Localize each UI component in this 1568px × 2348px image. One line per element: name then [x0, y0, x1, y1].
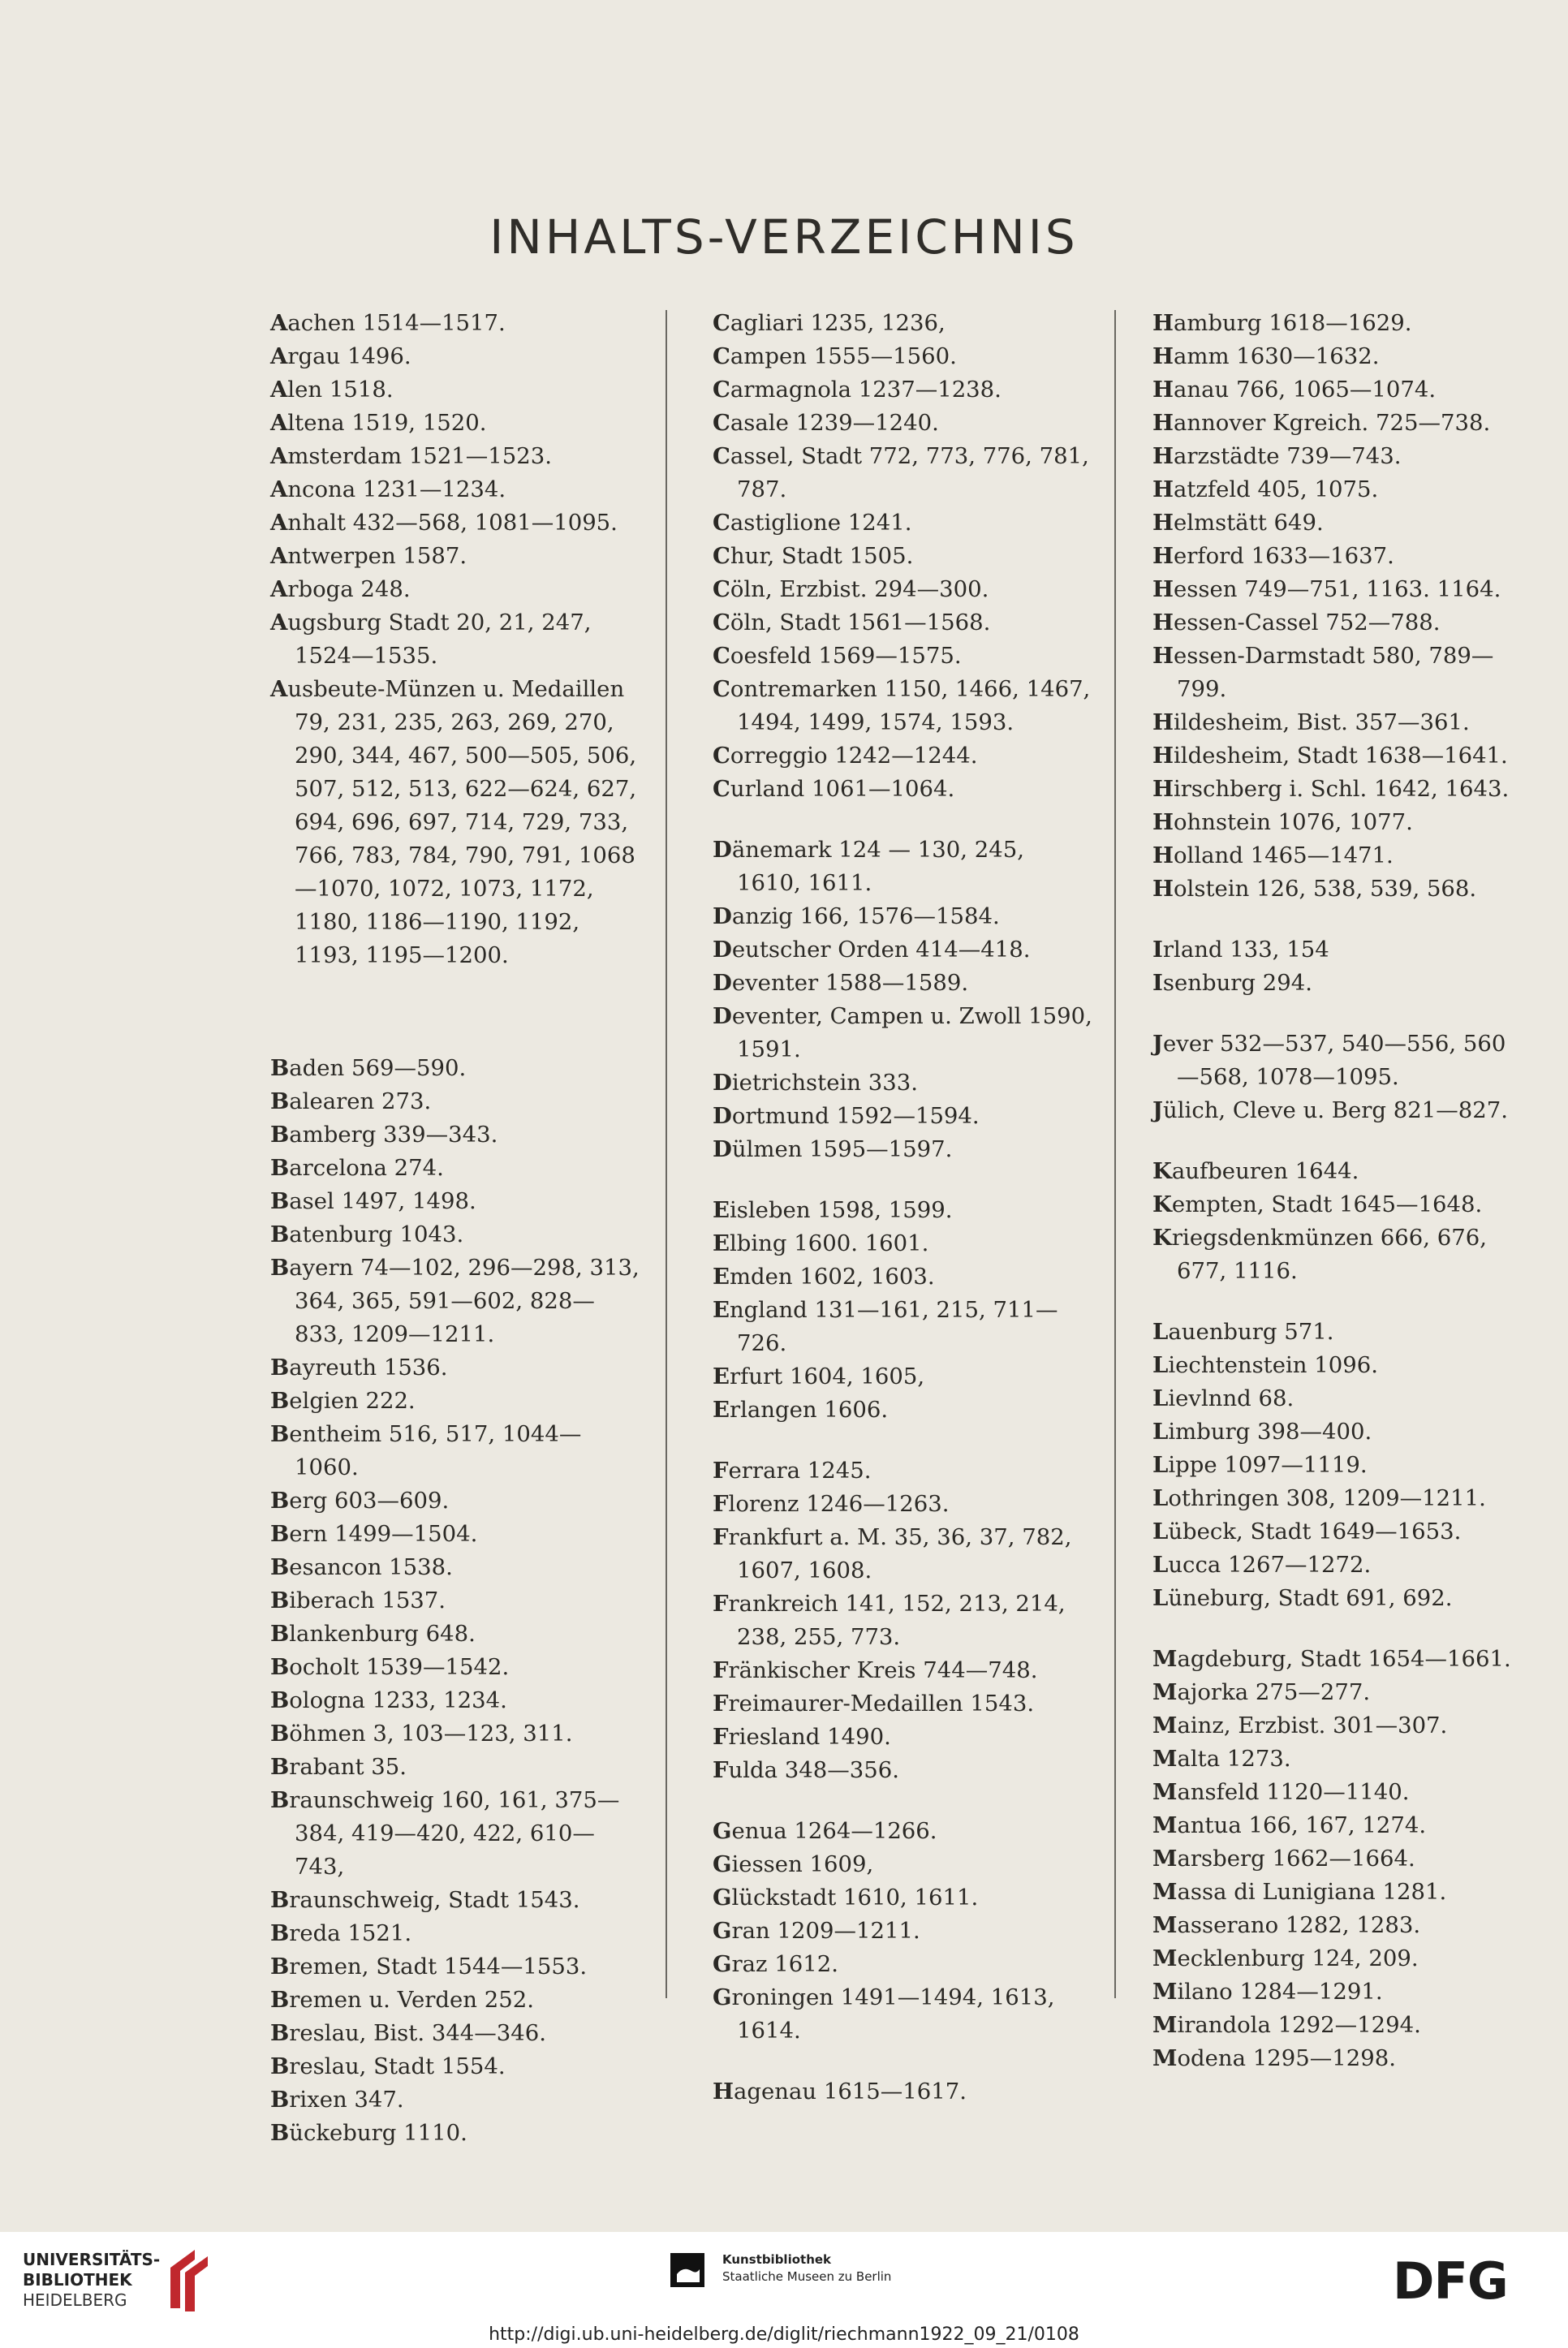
- index-entry: Argau 1496.: [270, 343, 411, 369]
- index-entry: Besancon 1538.: [270, 1554, 453, 1580]
- viewer-footer: [0, 2232, 1568, 2348]
- index-entry: Braunschweig, Stadt 1543.: [270, 1887, 580, 1913]
- index-entry: Isenburg 294.: [1152, 970, 1313, 996]
- index-entry: Böhmen 3, 103—123, 311.: [270, 1721, 573, 1747]
- index-entry: Aachen 1514—1517.: [270, 310, 506, 336]
- index-entry: Basel 1497, 1498.: [270, 1188, 476, 1214]
- index-entry: Hamm 1630—1632.: [1152, 343, 1380, 369]
- index-entry: Curland 1061—1064.: [713, 776, 955, 802]
- index-entry: Dortmund 1592—1594.: [713, 1103, 980, 1129]
- index-entry: Freimaurer-Medaillen 1543.: [713, 1691, 1035, 1717]
- index-entry: Cassel, Stadt 772, 773, 776, 781, 787.: [713, 443, 1089, 502]
- index-entry: Liechtenstein 1096.: [1152, 1352, 1378, 1378]
- index-entry: Giessen 1609,: [713, 1851, 874, 1877]
- index-entry: Dülmen 1595—1597.: [713, 1136, 953, 1162]
- index-entry: Amsterdam 1521—1523.: [270, 443, 553, 469]
- index-entry: Mansfeld 1120—1140.: [1152, 1779, 1410, 1805]
- index-entry: Blankenburg 648.: [270, 1621, 476, 1647]
- index-entry: Hessen-Darmstadt 580, 789—799.: [1152, 643, 1494, 702]
- index-entry: Bamberg 339—343.: [270, 1122, 498, 1148]
- index-entry: Friesland 1490.: [713, 1724, 891, 1750]
- index-entry: Graz 1612.: [713, 1951, 838, 1977]
- index-entry: Chur, Stadt 1505.: [713, 543, 914, 569]
- index-entry: Holland 1465—1471.: [1152, 842, 1394, 868]
- index-entry: Irland 133, 154: [1152, 937, 1329, 963]
- index-entry: Herford 1633—1637.: [1152, 543, 1394, 569]
- index-entry: Emden 1602, 1603.: [713, 1264, 935, 1290]
- index-entry: Bückeburg 1110.: [270, 2120, 467, 2146]
- dfg-logo: DFG: [1393, 2251, 1508, 2311]
- index-entry: Hildesheim, Bist. 357—361.: [1152, 709, 1470, 735]
- index-entry: Glückstadt 1610, 1611.: [713, 1885, 979, 1911]
- index-entry: Hessen-Cassel 752—788.: [1152, 610, 1441, 635]
- index-entry: Hessen 749—751, 1163. 1164.: [1152, 576, 1501, 602]
- index-entry: Altena 1519, 1520.: [270, 410, 487, 436]
- index-entry: Magdeburg, Stadt 1654—1661.: [1152, 1646, 1511, 1672]
- index-entry: Kempten, Stadt 1645—1648.: [1152, 1191, 1483, 1217]
- index-entry: Campen 1555—1560.: [713, 343, 957, 369]
- index-entry: Lübeck, Stadt 1649—1653.: [1152, 1519, 1462, 1545]
- index-entry: Breslau, Stadt 1554.: [270, 2053, 506, 2079]
- column-divider: [666, 310, 667, 1998]
- index-entry: Dänemark 124 — 130, 245, 1610, 1611.: [713, 837, 1024, 896]
- index-entry: Antwerpen 1587.: [270, 543, 467, 569]
- index-entry: Erlangen 1606.: [713, 1397, 889, 1423]
- index-entry: Brixen 347.: [270, 2087, 404, 2113]
- library-logo-icon: [162, 2243, 216, 2316]
- kb-title: Kunstbibliothek: [722, 2252, 832, 2267]
- index-entry: Genua 1264—1266.: [713, 1818, 937, 1844]
- index-entry: Ausbeute-Münzen u. Medaillen 79, 231, 235, 263, 269, 270, 290, 344, 467, 500—505, 506, 507, 512, 513, 622—624, 627, 694, 696, 697, 714, 729, 733, 766, 783, 784, 790, 791, 1068—1070, 1072, 1073, 1172, 1180, 1186—1190, 1192, 1193, 1195—1200.: [270, 676, 637, 968]
- index-entry: Berg 603—609.: [270, 1488, 450, 1514]
- index-entry: Limburg 398—400.: [1152, 1419, 1372, 1445]
- index-entry: Baden 569—590.: [270, 1055, 467, 1081]
- index-entry: Cöln, Erzbist. 294—300.: [713, 576, 989, 602]
- index-entry: Mainz, Erzbist. 301—307.: [1152, 1713, 1448, 1738]
- index-entry: Breslau, Bist. 344—346.: [270, 2020, 547, 2046]
- library-logo-text: [23, 2250, 160, 2311]
- index-column-1: [270, 307, 644, 2150]
- index-entry: Cöln, Stadt 1561—1568.: [713, 610, 991, 635]
- index-entry: Marsberg 1662—1664.: [1152, 1846, 1415, 1872]
- index-entry: Alen 1518.: [270, 377, 394, 403]
- index-entry: Mantua 166, 167, 1274.: [1152, 1812, 1427, 1838]
- library-name-line: BIBLIOTHEK: [23, 2270, 132, 2290]
- index-entry: Harzstädte 739—743.: [1152, 443, 1402, 469]
- index-entry: Castiglione 1241.: [713, 510, 912, 536]
- index-entry: Fulda 348—356.: [713, 1757, 899, 1783]
- index-entry: Belgien 222.: [270, 1388, 416, 1414]
- index-entry: Majorka 275—277.: [1152, 1679, 1371, 1705]
- kb-subtitle: Staatliche Museen zu Berlin: [722, 2269, 892, 2284]
- column-divider: [1114, 310, 1116, 1998]
- index-entry: Jülich, Cleve u. Berg 821—827.: [1152, 1097, 1508, 1123]
- index-entry: Bremen u. Verden 252.: [270, 1987, 534, 2013]
- library-name-line: UNIVERSITÄTS-: [23, 2250, 161, 2269]
- index-entry: Florenz 1246—1263.: [713, 1491, 950, 1517]
- index-entry: Anhalt 432—568, 1081—1095.: [270, 510, 618, 536]
- index-entry: Malta 1273.: [1152, 1746, 1291, 1772]
- index-entry: Lippe 1097—1119.: [1152, 1452, 1368, 1478]
- index-entry: Mirandola 1292—1294.: [1152, 2012, 1421, 2038]
- index-entry: Elbing 1600. 1601.: [713, 1230, 929, 1256]
- index-entry: Bern 1499—1504.: [270, 1521, 478, 1547]
- index-entry: Bremen, Stadt 1544—1553.: [270, 1954, 588, 1980]
- index-entry: Braunschweig 160, 161, 375—384, 419—420, 422, 610—743,: [270, 1787, 620, 1880]
- index-entry: Fränkischer Kreis 744—748.: [713, 1657, 1038, 1683]
- index-entry: Lauenburg 571.: [1152, 1319, 1334, 1345]
- index-entry: Hatzfeld 405, 1075.: [1152, 476, 1379, 502]
- index-entry: Erfurt 1604, 1605,: [713, 1364, 925, 1389]
- index-entry: Arboga 248.: [270, 576, 411, 602]
- index-entry: Ferrara 1245.: [713, 1458, 872, 1484]
- index-entry: Balearen 273.: [270, 1088, 432, 1114]
- index-entry: Ancona 1231—1234.: [270, 476, 506, 502]
- index-column-3: [1152, 307, 1526, 2075]
- index-entry: Bayern 74—102, 296—298, 313, 364, 365, 591—602, 828—833, 1209—1211.: [270, 1255, 640, 1347]
- index-entry: Brabant 35.: [270, 1754, 407, 1780]
- index-entry: Lüneburg, Stadt 691, 692.: [1152, 1585, 1453, 1611]
- library-name-line: HEIDELBERG: [23, 2290, 127, 2310]
- index-entry: Gran 1209—1211.: [713, 1918, 920, 1944]
- index-entry: Hamburg 1618—1629.: [1152, 310, 1412, 336]
- index-entry: Augsburg Stadt 20, 21, 247, 1524—1535.: [270, 610, 592, 669]
- index-entry: Bocholt 1539—1542.: [270, 1654, 510, 1680]
- kunstbibliothek-label: [722, 2251, 891, 2286]
- index-entry: Frankfurt a. M. 35, 36, 37, 782, 1607, 1608.: [713, 1524, 1072, 1583]
- index-entry: Deventer 1588—1589.: [713, 970, 969, 996]
- index-entry: England 131—161, 215, 711—726.: [713, 1297, 1058, 1356]
- index-entry: Eisleben 1598, 1599.: [713, 1197, 953, 1223]
- permalink-url[interactable]: http://digi.ub.uni-heidelberg.de/diglit/riechmann1922_09_21/0108: [489, 2324, 1079, 2345]
- index-entry: Correggio 1242—1244.: [713, 743, 978, 769]
- index-entry: Hirschberg i. Schl. 1642, 1643.: [1152, 776, 1510, 802]
- index-entry: Kriegsdenkmünzen 666, 676, 677, 1116.: [1152, 1225, 1488, 1284]
- index-entry: Hildesheim, Stadt 1638—1641.: [1152, 743, 1508, 769]
- index-entry: Milano 1284—1291.: [1152, 1979, 1383, 2005]
- index-entry: Groningen 1491—1494, 1613, 1614.: [713, 1984, 1055, 2044]
- index-entry: Casale 1239—1240.: [713, 410, 939, 436]
- index-entry: Carmagnola 1237—1238.: [713, 377, 1002, 403]
- index-entry: Dietrichstein 333.: [713, 1070, 918, 1096]
- index-entry: Mecklenburg 124, 209.: [1152, 1945, 1419, 1971]
- index-entry: Lievlnnd 68.: [1152, 1385, 1294, 1411]
- index-entry: Contremarken 1150, 1466, 1467, 1494, 1499, 1574, 1593.: [713, 676, 1091, 735]
- index-entry: Cagliari 1235, 1236,: [713, 310, 946, 336]
- index-entry: Helmstätt 649.: [1152, 510, 1324, 536]
- index-column-2: [713, 307, 1094, 2109]
- kunstbibliothek-logo-icon: [667, 2250, 708, 2290]
- index-entry: Hannover Kgreich. 725—738.: [1152, 410, 1491, 436]
- index-entry: Lucca 1267—1272.: [1152, 1552, 1372, 1578]
- index-entry: Hohnstein 1076, 1077.: [1152, 809, 1413, 835]
- index-entry: Danzig 166, 1576—1584.: [713, 903, 1000, 929]
- index-entry: Holstein 126, 538, 539, 568.: [1152, 876, 1477, 902]
- page-title: INHALTS-VERZEICHNIS: [489, 209, 1079, 265]
- index-entry: Coesfeld 1569—1575.: [713, 643, 962, 669]
- index-entry: Biberach 1537.: [270, 1588, 446, 1613]
- index-entry: Masserano 1282, 1283.: [1152, 1912, 1421, 1938]
- index-entry: Frankreich 141, 152, 213, 214, 238, 255, 773.: [713, 1591, 1066, 1650]
- index-entry: Deutscher Orden 414—418.: [713, 937, 1031, 963]
- index-entry: Bentheim 516, 517, 1044—1060.: [270, 1421, 582, 1480]
- index-entry: Jever 532—537, 540—556, 560—568, 1078—1095.: [1152, 1031, 1506, 1090]
- index-entry: Bologna 1233, 1234.: [270, 1687, 507, 1713]
- index-entry: Massa di Lunigiana 1281.: [1152, 1879, 1447, 1905]
- index-entry: Kaufbeuren 1644.: [1152, 1158, 1359, 1184]
- index-entry: Hanau 766, 1065—1074.: [1152, 377, 1437, 403]
- index-entry: Bayreuth 1536.: [270, 1355, 448, 1381]
- index-entry: Lothringen 308, 1209—1211.: [1152, 1485, 1486, 1511]
- index-entry: Breda 1521.: [270, 1920, 412, 1946]
- index-entry: Deventer, Campen u. Zwoll 1590, 1591.: [713, 1003, 1092, 1062]
- index-entry: Hagenau 1615—1617.: [713, 2079, 967, 2105]
- index-entry: Batenburg 1043.: [270, 1221, 464, 1247]
- index-entry: Modena 1295—1298.: [1152, 2045, 1396, 2071]
- index-entry: Barcelona 274.: [270, 1155, 444, 1181]
